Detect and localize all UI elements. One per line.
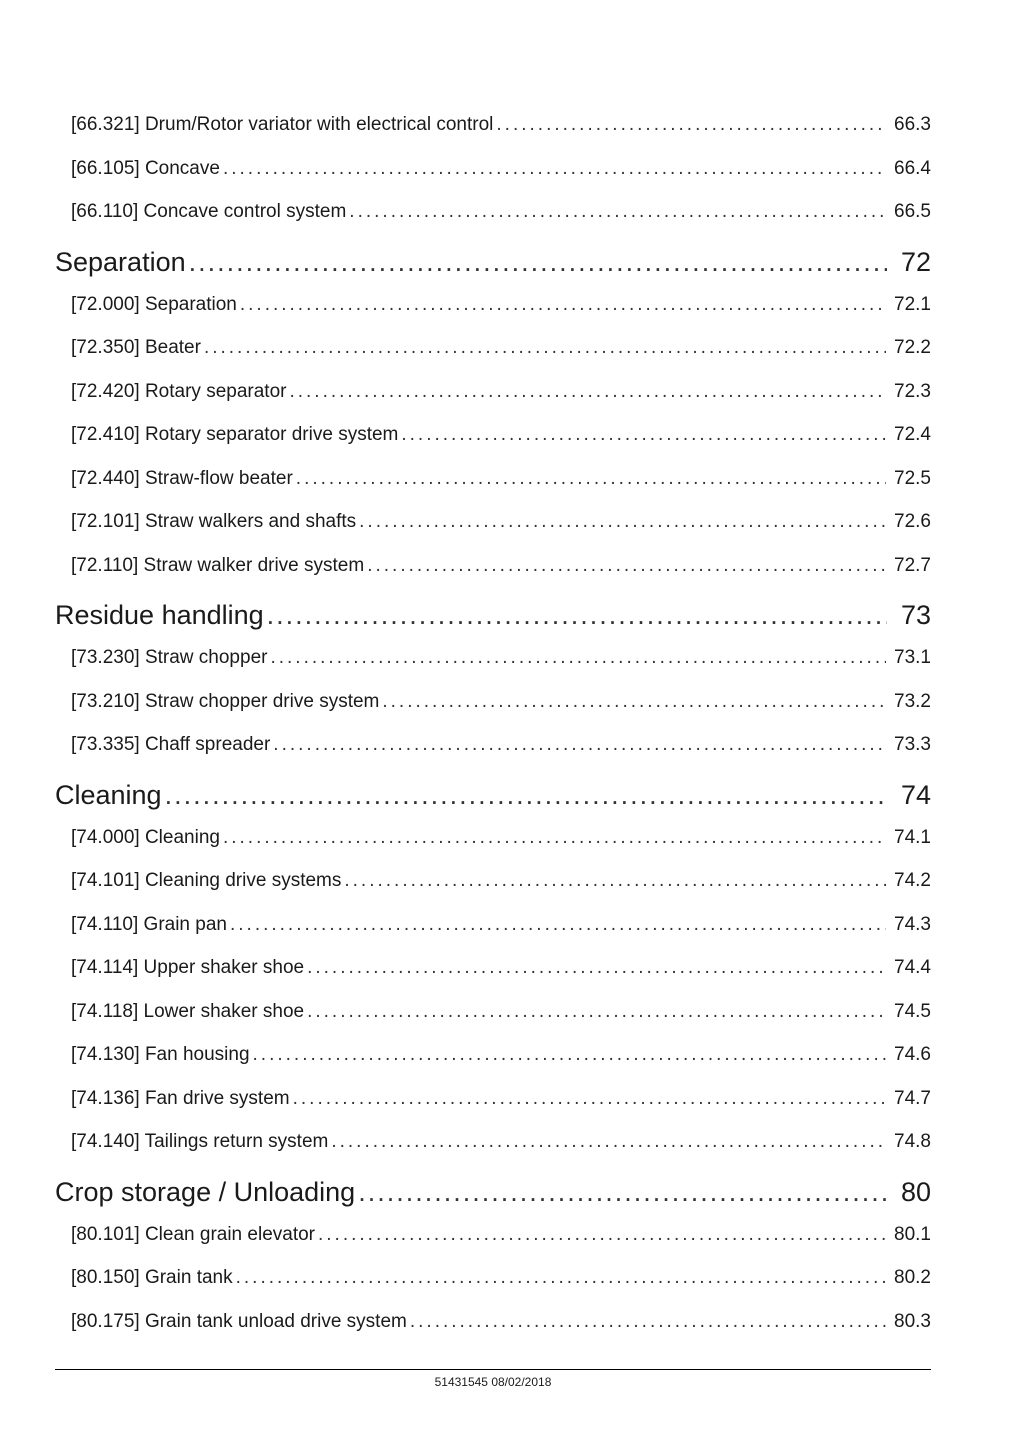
toc-entry[interactable] [55,327,931,371]
toc-entry[interactable] [55,501,931,545]
dot-leader [382,691,886,713]
toc-section-heading[interactable] [55,1165,931,1214]
toc-entry[interactable] [55,191,931,235]
toc-entry-page-number: 74 [900,779,931,810]
toc-entry[interactable] [55,414,931,458]
toc-entry-title: Cleaning [55,779,162,810]
toc-entry[interactable] [55,148,931,192]
toc-entry-title: [74.130] Fan housing [71,1044,250,1065]
toc-entry[interactable] [55,104,931,148]
toc-entry-page-number: 72.1 [894,293,931,315]
dot-leader [410,1311,886,1333]
toc-entry-page-number: 74.1 [894,826,931,848]
toc-entry-page-number: 80.3 [894,1310,931,1332]
toc-entry-page-number: 72 [900,246,931,277]
toc-entry-page-number: 72.5 [894,467,931,489]
dot-leader [307,1001,886,1023]
dot-leader [165,780,887,811]
toc-entry-page-number: 73.2 [894,690,931,712]
footer-document-id: 51431545 08/02/2018 [434,1375,552,1389]
toc-entry-title: [72.410] Rotary separator drive system [71,424,399,445]
toc-entry-page-number: 72.3 [894,380,931,402]
dot-leader [253,1044,886,1066]
toc-entry[interactable] [55,1034,931,1078]
toc-entry-title: Crop storage / Unloading [55,1176,356,1207]
toc-entry-title: [73.230] Straw chopper [71,647,268,668]
toc-entry-title: [73.210] Straw chopper drive system [71,690,380,712]
toc-entry-title: [74.000] Cleaning [71,826,220,848]
toc-entry[interactable] [55,724,931,768]
toc-entry-title: [72.420] Rotary separator [71,380,287,402]
dot-leader [401,424,886,446]
dot-leader [270,647,886,669]
toc-section-heading[interactable] [55,235,931,284]
toc-entry-page-number: 72.6 [894,511,931,532]
toc-entry[interactable] [55,284,931,328]
toc-entry-title: [72.000] Separation [71,293,237,315]
toc-entry-page-number: 72.7 [894,554,931,576]
dot-leader [289,381,886,403]
dot-leader [240,294,886,316]
toc-entry[interactable] [55,904,931,948]
dot-leader [189,247,887,278]
toc-entry-page-number: 66.5 [894,201,931,222]
toc-entry-title: [72.350] Beater [71,337,201,358]
dot-leader [273,734,886,756]
toc-entry[interactable] [55,817,931,861]
dot-leader [359,511,886,533]
toc-entry-title: [74.140] Tailings return system [71,1131,329,1152]
dot-leader [358,1177,887,1208]
toc-entry[interactable] [55,637,931,681]
toc-section-heading[interactable] [55,588,931,637]
toc-entry-title: [73.335] Chaff spreader [71,734,271,755]
toc-entry[interactable] [55,860,931,904]
toc-entry-page-number: 66.4 [894,157,931,179]
toc-entry[interactable] [55,371,931,415]
toc-entry-page-number: 80.1 [894,1223,931,1245]
toc-entry-title: [74.110] Grain pan [71,913,227,935]
toc-entry[interactable] [55,1121,931,1165]
toc-entry-title: [80.101] Clean grain elevator [71,1223,315,1245]
toc-entry-page-number: 74.5 [894,1000,931,1022]
footer-divider [55,1369,931,1370]
dot-leader [318,1224,886,1246]
toc-entry-title: [74.114] Upper shaker shoe [71,957,305,978]
toc-entry-title: [80.150] Grain tank [71,1267,233,1288]
toc-entry-page-number: 74.8 [894,1131,931,1152]
table-of-contents [55,104,931,1344]
toc-entry-title: [74.136] Fan drive system [71,1087,290,1109]
toc-entry[interactable] [55,681,931,725]
toc-entry[interactable] [55,991,931,1035]
toc-entry[interactable] [55,947,931,991]
dot-leader [204,337,886,359]
toc-entry-page-number: 80 [900,1176,931,1207]
toc-entry-title: [72.101] Straw walkers and shafts [71,511,357,532]
dot-leader [307,957,886,979]
toc-entry[interactable] [55,1301,931,1345]
dot-leader [267,600,887,631]
toc-section-heading[interactable] [55,768,931,817]
toc-entry[interactable] [55,1257,931,1301]
toc-entry-title: [66.321] Drum/Rotor variator with electrical control [71,114,494,135]
toc-entry-page-number: 72.4 [894,424,931,445]
dot-leader [223,827,886,849]
toc-entry-page-number: 74.3 [894,913,931,935]
dot-leader [344,870,886,892]
toc-entry-title: [66.110] Concave control system [71,201,347,222]
dot-leader [496,114,886,136]
toc-entry-title: [72.110] Straw walker drive system [71,554,365,576]
toc-entry[interactable] [55,545,931,589]
dot-leader [236,1267,886,1289]
toc-entry-page-number: 74.7 [894,1087,931,1109]
dot-leader [349,201,886,223]
toc-entry-title: [72.440] Straw-flow beater [71,467,293,489]
toc-entry-title: [66.105] Concave [71,157,220,179]
toc-entry[interactable] [55,458,931,502]
toc-entry-page-number: 66.3 [894,114,931,135]
toc-entry-page-number: 74.2 [894,870,931,891]
toc-entry-page-number: 73.1 [894,647,931,668]
toc-entry[interactable] [55,1214,931,1258]
toc-entry-page-number: 74.6 [894,1044,931,1065]
dot-leader [331,1131,886,1153]
toc-entry-page-number: 72.2 [894,337,931,358]
toc-entry-title: Residue handling [55,600,264,630]
dot-leader [293,1088,886,1110]
toc-entry-page-number: 73 [900,600,931,630]
toc-entry-title: Separation [55,246,186,277]
toc-entry-title: [80.175] Grain tank unload drive system [71,1310,407,1332]
dot-leader [230,914,886,936]
toc-entry-title: [74.101] Cleaning drive systems [71,870,342,891]
toc-entry-page-number: 74.4 [894,957,931,978]
dot-leader [367,555,886,577]
toc-entry-page-number: 80.2 [894,1267,931,1288]
toc-entry[interactable] [55,1078,931,1122]
toc-entry-page-number: 73.3 [894,734,931,755]
dot-leader [223,158,886,180]
toc-entry-title: [74.118] Lower shaker shoe [71,1000,305,1022]
dot-leader [296,468,886,490]
